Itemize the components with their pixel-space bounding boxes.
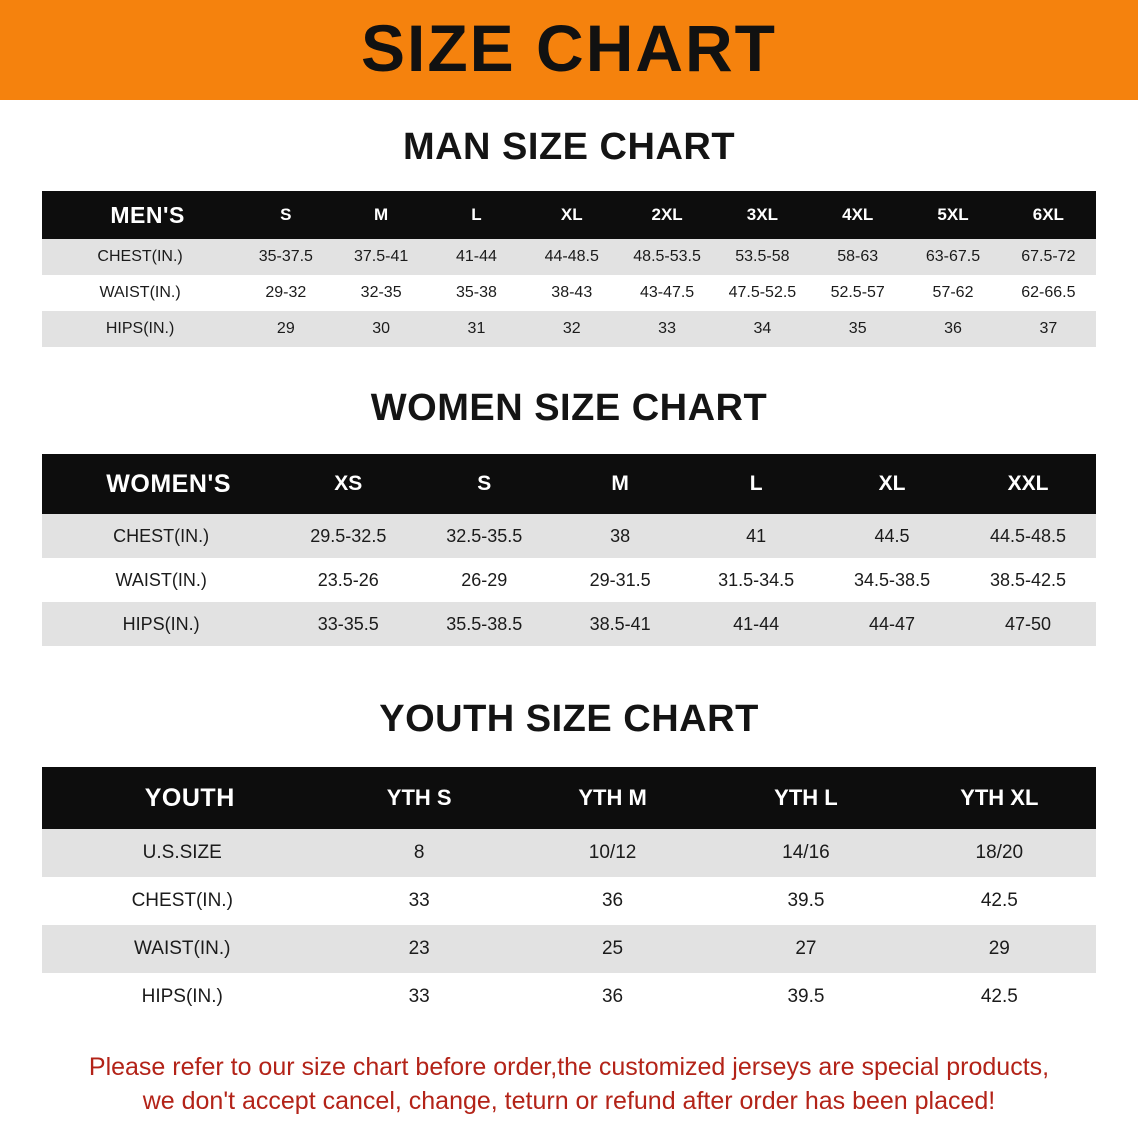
youth-cell-chest-2: 39.5: [787, 890, 825, 911]
youth-header-cell-0: YOUTH: [144, 783, 235, 812]
women-cell-hips-0: 33-35.5: [317, 613, 379, 634]
women-header-cell-0: WOMEN'S: [106, 469, 232, 498]
women-cell-chest-0: 29.5-32.5: [310, 525, 387, 546]
women-cell-waist-1: 26-29: [461, 569, 508, 590]
man-cell-chest-8: 67.5-72: [1021, 248, 1076, 265]
women-cell-waist-0: 23.5-26: [317, 569, 379, 590]
women-cell-chest-4: 44.5: [874, 525, 910, 546]
man-cell-waist-4: 43-47.5: [639, 284, 695, 301]
youth-header-cell-4: YTH XL: [960, 785, 1039, 810]
youth-cell-hips-3: 42.5: [980, 986, 1018, 1007]
table-row: [42, 973, 1096, 1021]
youth-cell-waist-2: 27: [795, 938, 817, 959]
man-cell-chest-4: 48.5-53.5: [633, 248, 701, 265]
youth-cell-waist-0: 23: [408, 938, 430, 959]
man-section-heading: MAN SIZE CHART: [402, 126, 736, 168]
man-table-body: [42, 239, 1096, 347]
man-size-table: [42, 191, 1096, 347]
man-cell-chest-5: 53.5-58: [735, 248, 790, 265]
youth-cell-ussize-2: 14/16: [782, 842, 830, 863]
table-header-row: [42, 454, 1096, 514]
youth-cell-ussize-0: 8: [413, 842, 425, 863]
man-header-cell-8: 5XL: [937, 205, 969, 224]
man-cell-hips-8: 37: [1039, 320, 1058, 337]
youth-cell-hips-2: 39.5: [787, 986, 825, 1007]
man-cell-hips-6: 35: [848, 320, 867, 337]
man-header-cell-7: 4XL: [842, 205, 874, 224]
man-cell-waist-3: 38-43: [551, 284, 593, 301]
table-row: [42, 602, 1096, 646]
women-cell-waist-2: 29-31.5: [589, 569, 651, 590]
youth-size-table: [42, 767, 1096, 1021]
table-row: [42, 311, 1096, 347]
man-cell-chest-7: 63-67.5: [925, 248, 981, 265]
youth-cell-hips-1: 36: [601, 986, 624, 1007]
women-header-cell-1: XS: [334, 472, 363, 495]
women-cell-waist-5: 38.5-42.5: [989, 569, 1067, 590]
women-cell-chest-3: 41: [746, 525, 767, 546]
women-table-wrap: [42, 454, 1096, 646]
youth-section-heading: YOUTH SIZE CHART: [379, 698, 759, 740]
man-cell-chest-3: 44-48.5: [544, 248, 599, 265]
man-row-label-chest: CHEST(IN.): [97, 248, 183, 265]
youth-cell-ussize-3: 18/20: [975, 842, 1024, 863]
man-header-cell-4: XL: [560, 205, 583, 224]
man-cell-waist-8: 62-66.5: [1021, 284, 1076, 301]
table-row: [42, 877, 1096, 925]
women-cell-hips-5: 47-50: [1004, 613, 1052, 634]
man-cell-hips-7: 36: [944, 320, 962, 337]
table-header-row: [42, 767, 1096, 829]
man-cell-waist-5: 47.5-52.5: [728, 284, 797, 301]
man-cell-hips-4: 33: [658, 320, 676, 337]
youth-cell-chest-3: 42.5: [980, 890, 1018, 911]
women-header-cell-4: L: [749, 472, 763, 495]
man-cell-waist-6: 52.5-57: [830, 284, 885, 301]
youth-row-label-waist: WAIST(IN.): [134, 938, 231, 959]
youth-header-cell-3: YTH L: [774, 785, 838, 810]
youth-row-label-ussize: U.S.SIZE: [142, 842, 222, 863]
table-row: [42, 925, 1096, 973]
youth-cell-waist-1: 25: [601, 938, 624, 959]
policy-note-line-2: we don't accept cancel, change, teturn or refund after order has been placed!: [142, 1086, 996, 1115]
man-header-cell-6: 3XL: [746, 205, 778, 224]
women-cell-waist-3: 31.5-34.5: [718, 569, 795, 590]
women-row-label-hips: HIPS(IN.): [122, 613, 200, 634]
youth-header-cell-1: YTH S: [386, 785, 452, 810]
man-cell-waist-7: 57-62: [932, 284, 974, 301]
policy-note: [36, 1051, 1102, 1119]
youth-cell-ussize-1: 10/12: [588, 842, 637, 863]
man-header-cell-0: MEN'S: [110, 201, 185, 228]
man-header-cell-3: L: [471, 205, 482, 224]
table-row: [42, 239, 1096, 275]
man-cell-hips-0: 29: [276, 320, 295, 337]
women-cell-hips-2: 38.5-41: [589, 613, 651, 634]
man-header-cell-5: 2XL: [651, 205, 683, 224]
man-cell-chest-1: 37.5-41: [354, 248, 409, 265]
man-cell-hips-5: 34: [753, 320, 772, 337]
women-cell-waist-4: 34.5-38.5: [854, 569, 931, 590]
man-cell-hips-2: 31: [467, 320, 486, 337]
youth-header-cell-2: YTH M: [578, 785, 647, 810]
youth-table-header: [42, 767, 1096, 829]
youth-table-body: [42, 829, 1096, 1021]
women-cell-chest-1: 32.5-35.5: [446, 525, 523, 546]
man-cell-waist-1: 32-35: [360, 284, 402, 301]
man-cell-chest-6: 58-63: [837, 248, 879, 265]
man-table-header: [42, 191, 1096, 239]
women-row-label-waist: WAIST(IN.): [115, 569, 207, 590]
youth-cell-waist-3: 29: [988, 938, 1010, 959]
man-cell-hips-1: 30: [372, 320, 391, 337]
women-table-body: [42, 514, 1096, 646]
table-row: [42, 558, 1096, 602]
women-header-cell-3: M: [611, 472, 629, 495]
man-header-cell-9: 6XL: [1032, 205, 1064, 224]
women-header-cell-2: S: [477, 472, 492, 495]
man-row-label-hips: HIPS(IN.): [105, 320, 175, 337]
women-header-cell-6: XXL: [1007, 472, 1049, 495]
man-cell-waist-2: 35-38: [455, 284, 497, 301]
table-row: [42, 829, 1096, 877]
man-header-cell-1: S: [280, 205, 292, 224]
youth-row-label-chest: CHEST(IN.): [131, 890, 233, 911]
man-table-wrap: [42, 191, 1096, 347]
page-banner: [0, 0, 1138, 100]
women-row-label-chest: CHEST(IN.): [113, 525, 210, 546]
youth-table-wrap: [42, 767, 1096, 1021]
women-section-heading: WOMEN SIZE CHART: [370, 387, 768, 429]
women-table-header: [42, 454, 1096, 514]
table-row: [42, 275, 1096, 311]
youth-cell-chest-0: 33: [408, 890, 430, 911]
women-cell-hips-1: 35.5-38.5: [446, 613, 523, 634]
women-cell-chest-5: 44.5-48.5: [989, 525, 1067, 546]
women-header-cell-5: XL: [878, 472, 906, 495]
page-title: SIZE CHART: [361, 11, 777, 85]
youth-cell-hips-0: 33: [408, 986, 430, 1007]
women-cell-hips-3: 41-44: [733, 613, 780, 634]
man-header-cell-2: M: [374, 205, 389, 224]
table-header-row: [42, 191, 1096, 239]
table-row: [42, 514, 1096, 558]
youth-row-label-hips: HIPS(IN.): [141, 986, 223, 1007]
man-cell-chest-2: 41-44: [455, 248, 497, 265]
man-row-label-waist: WAIST(IN.): [99, 284, 181, 301]
women-size-table: [42, 454, 1096, 646]
women-cell-hips-4: 44-47: [869, 613, 916, 634]
man-cell-hips-3: 32: [562, 320, 581, 337]
policy-note-line-1: Please refer to our size chart before order,the customized jerseys are special products,: [88, 1053, 1050, 1081]
man-cell-chest-0: 35-37.5: [258, 248, 313, 265]
youth-cell-chest-1: 36: [601, 890, 624, 911]
women-cell-chest-2: 38: [610, 525, 631, 546]
man-cell-waist-0: 29-32: [265, 284, 307, 301]
